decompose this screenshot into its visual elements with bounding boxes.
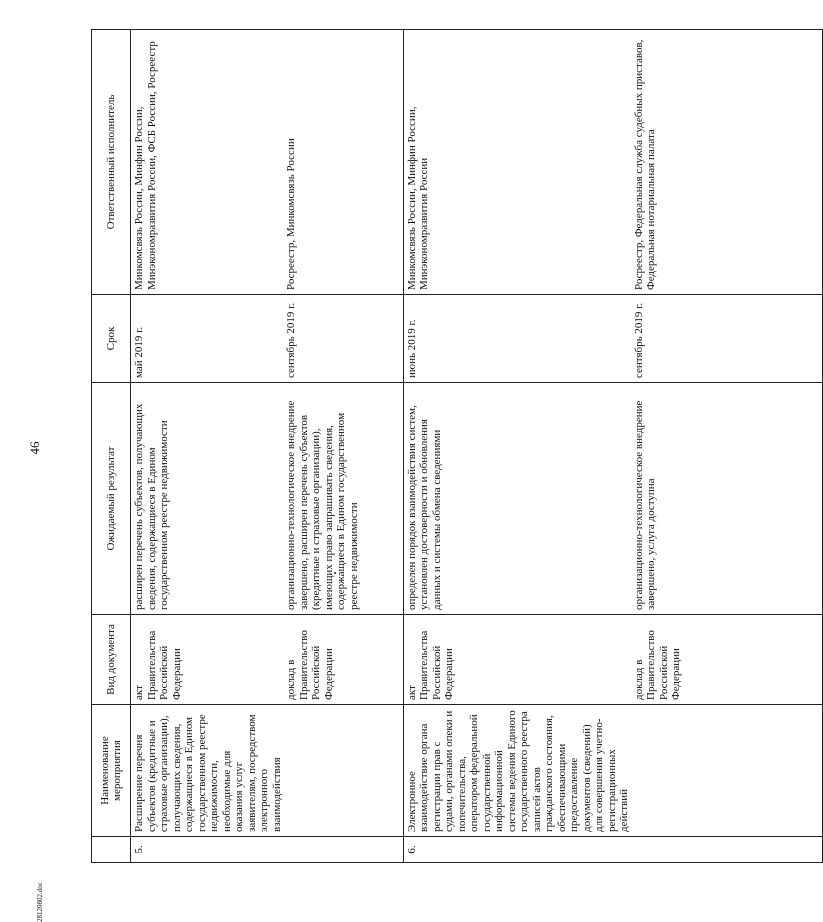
deadline: май 2019 г. xyxy=(131,295,286,383)
document-type: доклад в Правительство Российской Федерации xyxy=(633,615,823,705)
responsible-executor: Минкомсвязь России, Минфин России, Минэкономразвития России xyxy=(403,30,633,295)
expected-result: расширен перечень субъектов, получающих сведения, содержащиеся в Едином государственном реестре недвижимости xyxy=(131,383,286,615)
deadline: сентябрь 2019 г. xyxy=(633,295,823,383)
page-number: 46 xyxy=(27,441,42,455)
document-type: акт Правительства Российской Федерации xyxy=(403,615,633,705)
row-number: 6. xyxy=(403,837,633,863)
deadline: июнь 2019 г. xyxy=(403,295,633,383)
table-row xyxy=(131,30,286,863)
empty-cell xyxy=(285,705,403,837)
empty-cell xyxy=(285,837,403,863)
document-type: доклад в Правительство Российской Федерации xyxy=(285,615,403,705)
table-row xyxy=(633,30,823,863)
row-number: 5. xyxy=(131,837,286,863)
document-type: акт Правительства Российской Федерации xyxy=(131,615,286,705)
responsible-executor: Росреестр, Минкомсвязь России xyxy=(285,30,403,295)
empty-cell xyxy=(633,837,823,863)
table-row xyxy=(403,30,633,863)
header-deadline: Срок xyxy=(92,295,131,383)
footer-file-code: 28120802.doc xyxy=(36,882,44,922)
expected-result: определен порядок взаимодействия систем, установлен достоверности и обновления данных и системы обмена сведениями xyxy=(403,383,633,615)
header-number xyxy=(92,837,131,863)
expected-result: организационно-технологическое внедрение завершено, услуга доступна xyxy=(633,383,823,615)
activity-name: Электронное взаимодействие органа регистрации прав с судами, органами опеки и попечительства, оператором федеральной государственной информационной системы ведения Единого государственного реестра записей актов гражданского состояния, обеспечивающими предоставление документов (сведений) для совершения учетно-регистрационных действий xyxy=(403,705,633,837)
header-activity-name: Наименование мероприятия xyxy=(92,705,131,837)
rotated-table-area xyxy=(91,0,731,863)
activity-name: Расширение перечня субъектов (кредитные и страховые организации), получающих сведения, содержащиеся в Едином государственном реестре недвижимости, необходимые для оказания услуг заявителям, посредством электронного взаимодействия xyxy=(131,705,286,837)
responsible-executor: Росреестр, Федеральная служба судебных приставов, Федеральная нотариальная палата xyxy=(633,30,823,295)
table-header-row xyxy=(92,30,131,863)
deadline: сентябрь 2019 г. xyxy=(285,295,403,383)
header-responsible: Ответственный исполнитель xyxy=(92,30,131,295)
expected-result: организационно-технологическое внедрение завершено, расширен перечень субъектов (кредитные и страховые организации), имеющих право запрашивать сведения, содержащиеся в Едином государственном реестре недвижимости xyxy=(285,383,403,615)
header-expected-result: Ожидаемый результат xyxy=(92,383,131,615)
responsible-executor: Минкомсвязь России, Минфин России, Минэкономразвития России, ФСБ России, Росреестр xyxy=(131,30,286,295)
empty-cell xyxy=(633,705,823,837)
header-document-type: Вид документа xyxy=(92,615,131,705)
activities-table xyxy=(91,29,823,863)
table-row xyxy=(285,30,403,863)
